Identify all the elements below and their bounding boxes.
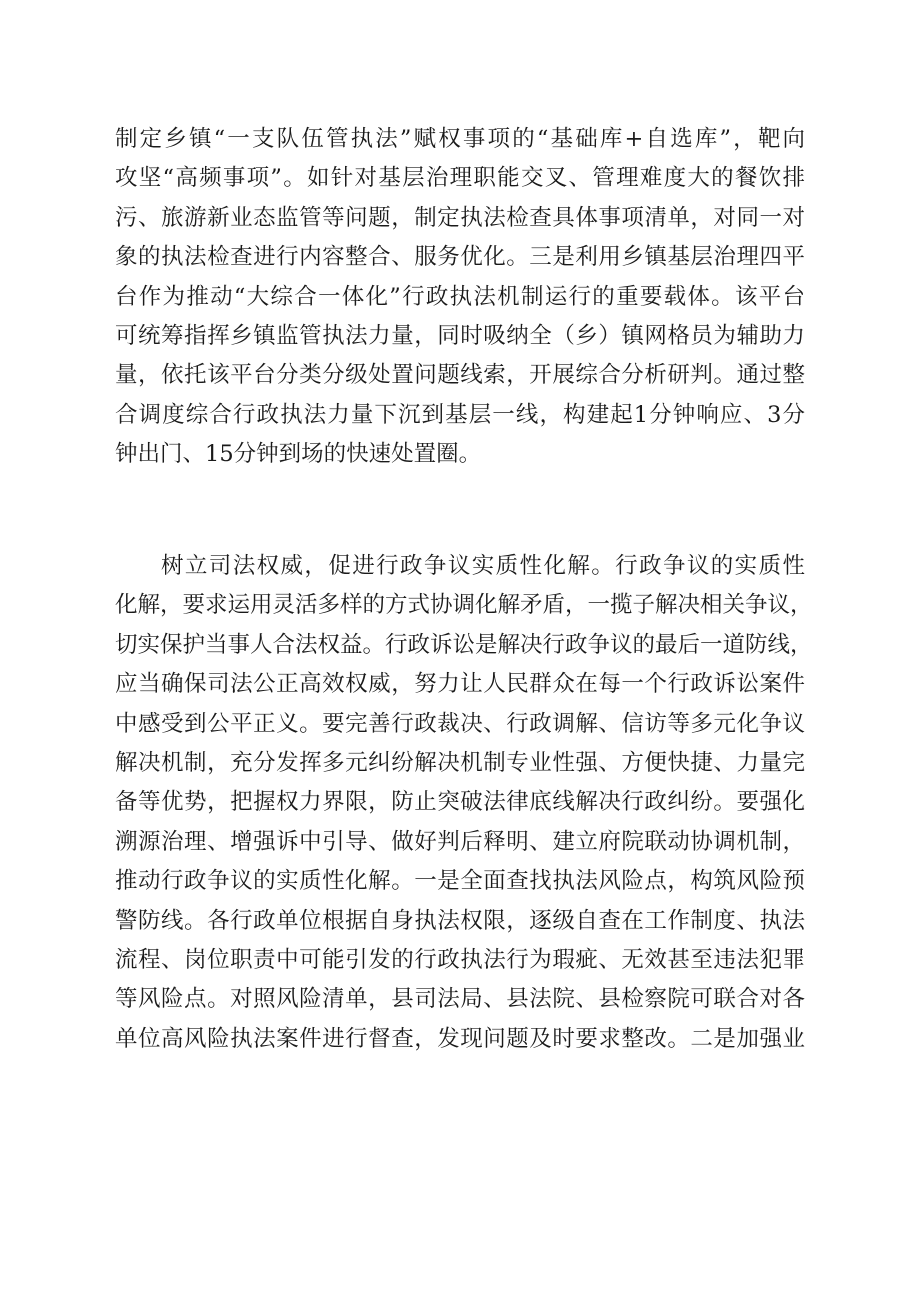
text-line: 溯源治理、增强诉中引导、做好判后释明、建立府院联动协调机制，: [115, 828, 805, 855]
text-line: 单位高风险执法案件进行督查，发现问题及时要求整改。二是加强业: [115, 1025, 805, 1052]
text-line-indented: 树立司法权威，促进行政争议实质性化解。行政争议的实质性: [161, 553, 805, 579]
text-line: 等风险点。对照风险清单，县司法局、县法院、县检察院可联合对各: [115, 986, 805, 1013]
text-line: 污、旅游新业态监管等问题，制定执法检查具体事项清单，对同一对: [115, 204, 805, 231]
text-line: 流程、岗位职责中可能引发的行政执法行为瑕疵、无效甚至违法犯罪: [115, 946, 805, 973]
text-line: 量，依托该平台分类分级处置问题线索，开展综合分析研判。通过整: [115, 362, 805, 389]
text-line: 警防线。各行政单位根据自身执法权限，逐级自查在工作制度、执法: [115, 907, 805, 934]
text-line: 解决机制，充分发挥多元纠纷解决机制专业性强、方便快捷、力量完: [115, 749, 805, 776]
paragraph-judicial-authority: [115, 547, 813, 1059]
text-line: 备等优势，把握权力界限，防止突破法律底线解决行政纠纷。要强化: [115, 789, 805, 816]
text-line: 象的执法检查进行内容整合、服务优化。三是利用乡镇基层治理四平: [115, 244, 805, 271]
text-line: 合调度综合行政执法力量下沉到基层一线，构建起1分钟响应、3分: [115, 401, 805, 428]
text-line: 攻坚“高频事项”。如针对基层治理职能交叉、管理难度大的餐饮排: [115, 165, 805, 192]
text-line: 台作为推动“大综合一体化”行政执法机制运行的重要载体。该平台: [115, 283, 805, 310]
text-line: 钟出门、15分钟到场的快速处置圈。: [115, 441, 482, 468]
paragraph-enforcement-platform: [115, 120, 805, 475]
text-line: 切实保护当事人合法权益。行政诉讼是解决行政争议的最后一道防线，: [115, 631, 813, 658]
text-line: 可统筹指挥乡镇监管执法力量，同时吸纳全（乡）镇网格员为辅助力: [115, 322, 805, 349]
text-line: 制定乡镇“一支队伍管执法”赋权事项的“基础库+自选库”，靶向: [115, 126, 805, 152]
text-line: 中感受到公平正义。要完善行政裁决、行政调解、信访等多元化争议: [115, 710, 805, 737]
text-line: 应当确保司法公正高效权威，努力让人民群众在每一个行政诉讼案件: [115, 671, 805, 698]
text-line: 化解，要求运用灵活多样的方式协调化解矛盾，一揽子解决相关争议，: [115, 592, 813, 619]
text-line: 推动行政争议的实质性化解。一是全面查找执法风险点，构筑风险预: [115, 868, 805, 895]
